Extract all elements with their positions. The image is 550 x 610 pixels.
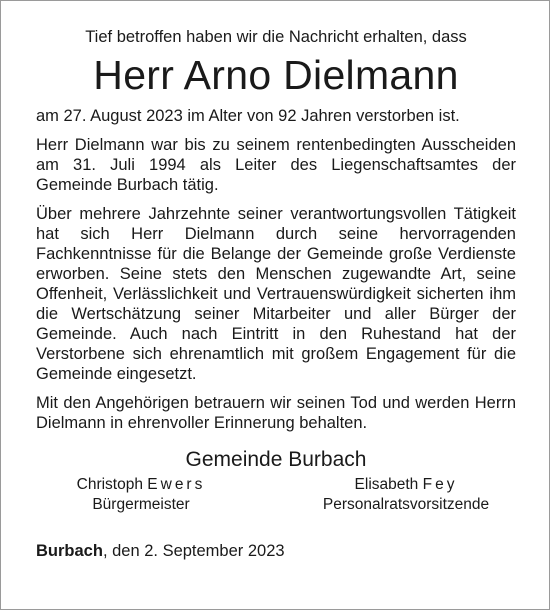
signatory-staff-council-name (296, 475, 516, 495)
signatory-staff-council (296, 475, 516, 515)
signing-organization: Gemeinde Burbach (185, 448, 367, 471)
intro-text: Tief betroffen haben wir die Nachricht erhalten, dass (85, 28, 467, 46)
place: Burbach (36, 542, 103, 560)
signatory-mayor-last-name: Ewers (147, 476, 206, 493)
date: , den 2. September 2023 (102, 542, 285, 560)
signatory-mayor-first-name: Christoph (76, 476, 143, 493)
signatory-mayor-title: Bürgermeister (92, 496, 190, 513)
signatory-mayor (41, 475, 241, 515)
signatory-staff-council-title: Personalratsvorsitzende (322, 496, 490, 513)
notice-content (36, 26, 516, 561)
condolence-paragraph: Mit den Angehörigen betrauern wir seinen Tod und werden Herrn Dielmann in ehrenvoller Erinnerung behalten. (36, 394, 516, 432)
death-date-line: am 27. August 2023 im Alter von 92 Jahren verstorben ist. (36, 107, 460, 125)
signatory-staff-council-last-name: Fey (422, 476, 458, 493)
career-paragraph: Herr Dielmann war bis zu seinem rentenbedingten Ausscheiden am 31. Juli 1994 als Leiter des Liegenschaftsamtes der Gemeinde Burbach tätig. (36, 136, 516, 194)
signatory-mayor-name (41, 475, 241, 495)
merits-paragraph: Über mehrere Jahrzehnte seiner verantwortungsvollen Tätigkeit hat sich Herr Dielmann durch seine hervorragenden Fachkenntnisse für die Belange der Gemeinde große Verdienste erworben. Seine stets den Menschen zugewandte Art, seine Offenheit, Verlässlichkeit und Vertrauenswürdigkeit sicherten ihm die Wertschätzung seiner Mitarbeiter und aller Bürger der Gemeinde. Auch nach Eintritt in den Ruhestand hat der Verstorbene sich ehrenamtlich mit großem Engagement für die Gemeinde eingesetzt. (36, 205, 516, 383)
deceased-name: Herr Arno Dielmann (93, 52, 459, 98)
place-and-date (36, 541, 516, 561)
signatories (36, 475, 516, 515)
signatory-staff-council-first-name: Elisabeth (354, 476, 419, 493)
